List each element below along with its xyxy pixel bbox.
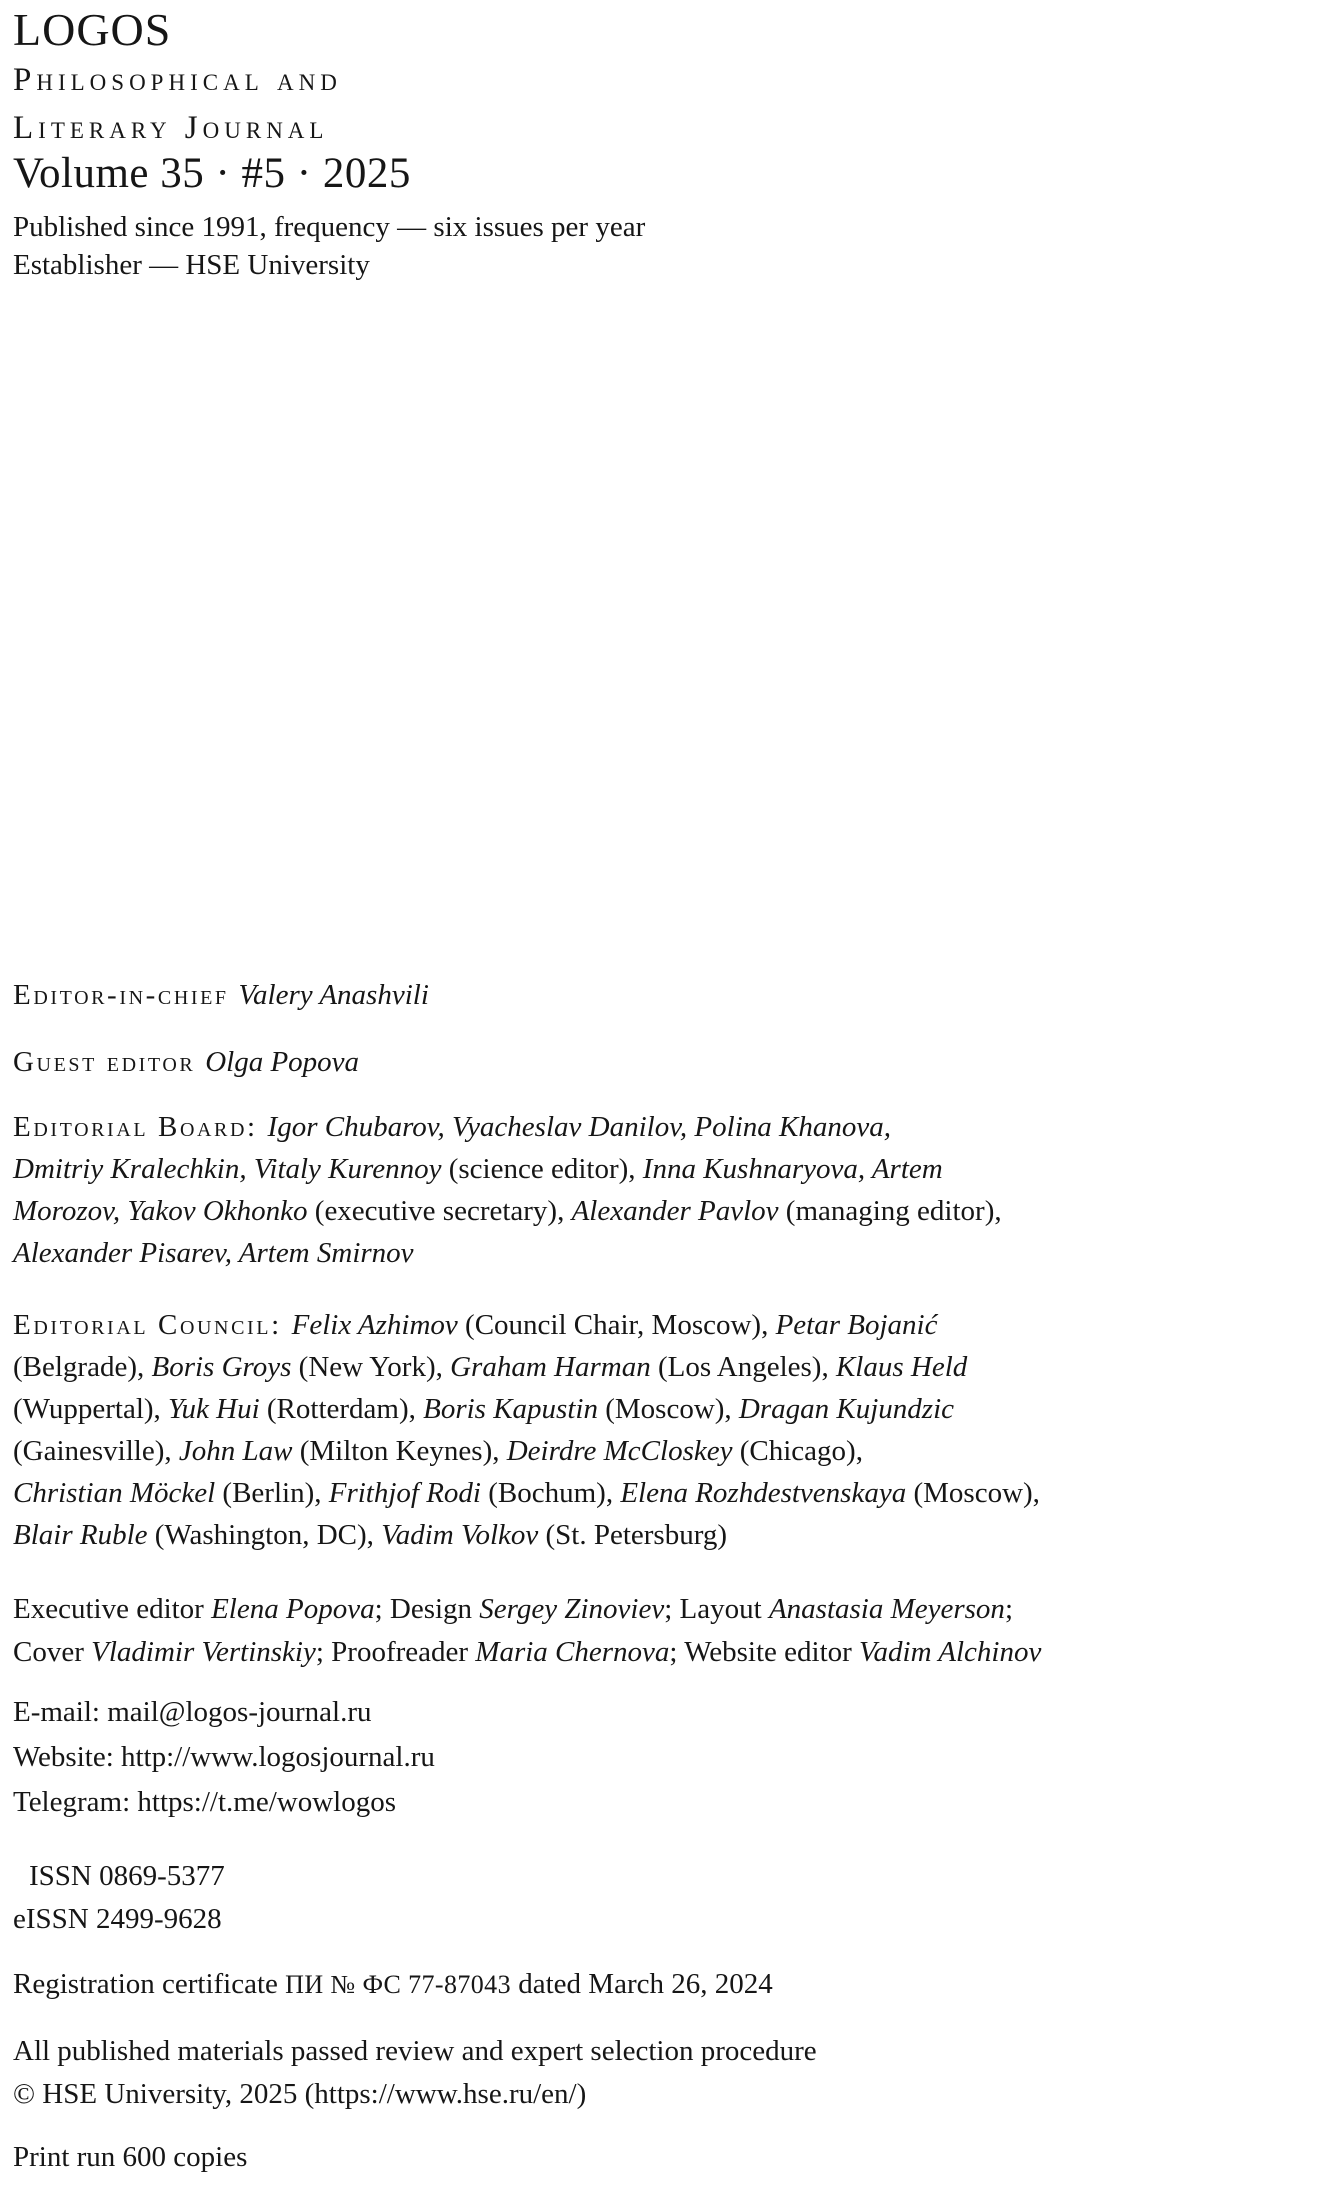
text-segment: (Washington, DC), bbox=[154, 1519, 382, 1551]
text-segment: Executive editor bbox=[13, 1593, 212, 1625]
editorial-council-paragraph bbox=[13, 1304, 1315, 1556]
text-segment: (Council Chair, Moscow), bbox=[465, 1309, 776, 1341]
text-segment: Inna Kushnaryova, Artem bbox=[642, 1153, 943, 1185]
text-segment: (Wuppertal), bbox=[13, 1393, 169, 1425]
text-segment: (St. Petersburg) bbox=[545, 1519, 728, 1551]
editor-in-chief-line bbox=[13, 974, 1315, 1017]
text-line bbox=[13, 1041, 1315, 1084]
text-segment: Boris Kapustin bbox=[423, 1393, 606, 1425]
text-segment: Valery Anashvili bbox=[238, 979, 429, 1011]
text-segment: Vadim Volkov bbox=[381, 1519, 546, 1551]
issn-print-line: ISSN 0869-5377 bbox=[29, 1860, 225, 1892]
text-segment: Maria Chernova bbox=[475, 1636, 670, 1668]
text-line bbox=[13, 1346, 1315, 1388]
registration-certificate-line bbox=[13, 1963, 1315, 2006]
text-segment: Alexander Pavlov bbox=[571, 1195, 786, 1227]
text-line bbox=[13, 1106, 1315, 1148]
text-segment: Registration certificate bbox=[13, 1968, 286, 2000]
credits-paragraph bbox=[13, 1588, 1315, 1674]
email-line: E-mail: mail@logos-journal.ru bbox=[13, 1696, 372, 1728]
text-line bbox=[13, 1232, 1315, 1274]
text-segment: Elena Popova bbox=[211, 1593, 375, 1625]
website-line: Website: http://www.logosjournal.ru bbox=[13, 1741, 435, 1773]
text-segment: Dragan Kujundzic bbox=[738, 1393, 955, 1425]
text-segment: (Rotterdam), bbox=[266, 1393, 424, 1425]
text-segment: Olga Popova bbox=[205, 1046, 360, 1078]
text-segment: Cover bbox=[13, 1636, 92, 1668]
issn-section bbox=[13, 1855, 1315, 1941]
text-segment: (science editor), bbox=[448, 1153, 643, 1185]
review-copyright-section bbox=[13, 2030, 1315, 2116]
text-line bbox=[13, 1190, 1315, 1232]
text-segment: ; Proofreader bbox=[315, 1636, 476, 1668]
text-segment: Anastasia Meyerson bbox=[768, 1593, 1005, 1625]
text-segment: (New York), bbox=[298, 1351, 451, 1383]
text-segment: Igor Chubarov, Vyacheslav Danilov, Polina Khanova, bbox=[267, 1111, 891, 1143]
text-segment: John Law bbox=[178, 1435, 300, 1467]
copyright-line: © HSE University, 2025 (https://www.hse.ru/en/) bbox=[13, 2078, 587, 2110]
text-segment: (executive secretary), bbox=[314, 1195, 572, 1227]
text-line bbox=[13, 1430, 1315, 1472]
text-segment: Guest editor bbox=[13, 1046, 206, 1078]
text-line bbox=[13, 1472, 1315, 1514]
text-segment: Petar Bojanić bbox=[775, 1309, 938, 1341]
text-segment: dated March 26, 2024 bbox=[510, 1968, 773, 2000]
text-line bbox=[13, 974, 1315, 1017]
contact-section bbox=[13, 1690, 1315, 1825]
establisher-line: Establisher — HSE University bbox=[13, 249, 370, 281]
text-segment: ; Design bbox=[374, 1593, 480, 1625]
text-segment: Dmitriy Kralechkin, Vitaly Kurennoy bbox=[13, 1153, 449, 1185]
page-header bbox=[13, 4, 1315, 284]
text-segment: Felix Azhimov bbox=[291, 1309, 466, 1341]
review-procedure-line: All published materials passed review and expert selection procedure bbox=[13, 2035, 817, 2067]
guest-editor-line bbox=[13, 1041, 1315, 1084]
text-segment: (Bochum), bbox=[488, 1477, 621, 1509]
text-segment: (Belgrade), bbox=[13, 1351, 152, 1383]
text-segment: Vladimir Vertinskiy bbox=[91, 1636, 316, 1668]
journal-subtitle-line-2: Literary Journal bbox=[13, 110, 329, 146]
text-segment: Morozov, Yakov Okhonko bbox=[13, 1195, 315, 1227]
text-line bbox=[13, 1514, 1315, 1556]
text-segment: Klaus Held bbox=[835, 1351, 968, 1383]
text-segment: Graham Harman bbox=[450, 1351, 658, 1383]
text-segment: Editorial Council: bbox=[13, 1309, 292, 1341]
text-segment: Blair Ruble bbox=[13, 1519, 155, 1551]
text-segment: (managing editor), bbox=[785, 1195, 1002, 1227]
text-segment: ; Layout bbox=[664, 1593, 769, 1625]
text-segment: (Moscow), bbox=[913, 1477, 1040, 1509]
text-line bbox=[13, 1631, 1315, 1674]
text-segment: (Milton Keynes), bbox=[299, 1435, 507, 1467]
text-line bbox=[13, 1148, 1315, 1190]
text-segment: Yuk Hui bbox=[168, 1393, 267, 1425]
text-segment: Alexander Pisarev, Artem Smirnov bbox=[13, 1237, 414, 1269]
text-segment: ПИ № ФС 77-87043 bbox=[285, 1970, 511, 1999]
text-line bbox=[13, 1388, 1315, 1430]
print-run-line: Print run 600 copies bbox=[13, 2141, 248, 2173]
text-segment: (Los Angeles), bbox=[657, 1351, 836, 1383]
text-line bbox=[13, 1963, 1315, 2006]
text-segment: Boris Groys bbox=[151, 1351, 299, 1383]
journal-subtitle-line-1: Philosophical and bbox=[13, 62, 342, 98]
text-segment: Frithjof Rodi bbox=[328, 1477, 489, 1509]
telegram-line: Telegram: https://t.me/wowlogos bbox=[13, 1786, 396, 1818]
text-segment: ; bbox=[1004, 1593, 1013, 1625]
journal-title: LOGOS bbox=[13, 4, 172, 55]
text-segment: (Berlin), bbox=[222, 1477, 329, 1509]
text-segment: Christian Möckel bbox=[13, 1477, 223, 1509]
masthead-section bbox=[13, 974, 1315, 1674]
text-segment: Vadim Alchinov bbox=[859, 1636, 1042, 1668]
text-segment: Elena Rozhdestvenskaya bbox=[620, 1477, 914, 1509]
text-segment: Deirdre McCloskey bbox=[506, 1435, 740, 1467]
text-line bbox=[13, 1588, 1315, 1631]
text-segment: (Chicago), bbox=[739, 1435, 863, 1467]
text-segment: Editor-in-chief bbox=[13, 979, 239, 1011]
issn-online-line: eISSN 2499-9628 bbox=[13, 1903, 222, 1935]
editorial-board-paragraph bbox=[13, 1106, 1315, 1274]
text-line bbox=[13, 1304, 1315, 1346]
text-segment: ; Website editor bbox=[669, 1636, 860, 1668]
text-segment: (Gainesville), bbox=[13, 1435, 179, 1467]
published-since-line: Published since 1991, frequency — six issues per year bbox=[13, 211, 646, 243]
text-segment: Sergey Zinoviev bbox=[479, 1593, 665, 1625]
text-segment: (Moscow), bbox=[605, 1393, 739, 1425]
text-segment: Editorial Board: bbox=[13, 1111, 268, 1143]
volume-issue-line: Volume 35 · #5 · 2025 bbox=[13, 150, 411, 197]
